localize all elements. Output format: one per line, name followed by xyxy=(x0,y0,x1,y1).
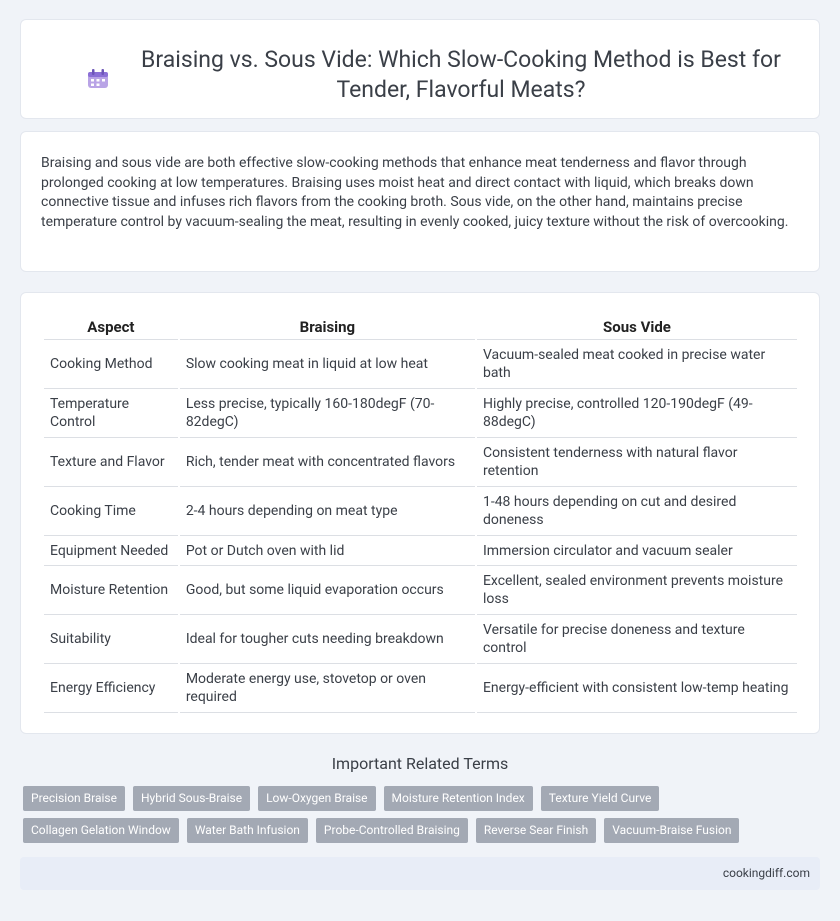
row-sous-vide: Highly precise, controlled 120-190degF (49-88degC) xyxy=(477,389,797,438)
table-header-row xyxy=(44,313,797,340)
table-row xyxy=(44,664,797,713)
row-sous-vide: 1-48 hours depending on cut and desired doneness xyxy=(477,487,797,536)
header-braising: Braising xyxy=(180,313,475,340)
table-row xyxy=(44,566,797,615)
table-row xyxy=(44,487,797,536)
row-sous-vide: Immersion circulator and vacuum sealer xyxy=(477,536,797,566)
term-tag[interactable]: Precision Braise xyxy=(23,786,125,811)
intro-card xyxy=(20,131,820,272)
comparison-table xyxy=(42,313,799,713)
row-sous-vide: Excellent, sealed environment prevents moisture loss xyxy=(477,566,797,615)
row-aspect: Energy Efficiency xyxy=(44,664,178,713)
row-braising: Slow cooking meat in liquid at low heat xyxy=(180,340,475,389)
table-row xyxy=(44,438,797,487)
page-title: Braising vs. Sous Vide: Which Slow-Cooking Method is Best for Tender, Flavorful Meats? xyxy=(141,46,781,103)
row-braising: Rich, tender meat with concentrated flavors xyxy=(180,438,475,487)
term-tag[interactable]: Hybrid Sous-Braise xyxy=(133,786,250,811)
row-braising: Pot or Dutch oven with lid xyxy=(180,536,475,566)
table-row xyxy=(44,389,797,438)
table-row xyxy=(44,536,797,566)
row-braising: 2-4 hours depending on meat type xyxy=(180,487,475,536)
term-tag[interactable]: Reverse Sear Finish xyxy=(476,818,596,843)
row-aspect: Cooking Time xyxy=(44,487,178,536)
term-tag[interactable]: Water Bath Infusion xyxy=(187,818,308,843)
term-tag[interactable]: Low-Oxygen Braise xyxy=(258,786,375,811)
row-sous-vide: Vacuum-sealed meat cooked in precise water bath xyxy=(477,340,797,389)
title-card xyxy=(20,19,820,119)
row-braising: Ideal for tougher cuts needing breakdown xyxy=(180,615,475,664)
row-aspect: Cooking Method xyxy=(44,340,178,389)
intro-paragraph: Braising and sous vide are both effective slow-cooking methods that enhance meat tenderness and flavor through prolonged cooking at low temperatures. Braising uses moist heat and direct contact with liquid, which breaks down connective tissue and infuses rich flavors from the cooking broth. Sous vide, on the other hand, maintains precise temperature control by vacuum-sealing the meat, resulting in evenly cooked, juicy texture without the risk of overcooking. xyxy=(41,155,789,230)
row-aspect: Equipment Needed xyxy=(44,536,178,566)
footer xyxy=(20,857,820,890)
related-terms-list xyxy=(23,786,823,843)
calendar-icon xyxy=(87,69,109,89)
term-tag[interactable]: Probe-Controlled Braising xyxy=(316,818,468,843)
row-braising: Less precise, typically 160-180degF (70-82degC) xyxy=(180,389,475,438)
row-sous-vide: Versatile for precise doneness and texture control xyxy=(477,615,797,664)
row-aspect: Moisture Retention xyxy=(44,566,178,615)
row-aspect: Suitability xyxy=(44,615,178,664)
row-braising: Moderate energy use, stovetop or oven required xyxy=(180,664,475,713)
related-terms-heading: Important Related Terms xyxy=(331,754,509,773)
row-sous-vide: Energy-efficient with consistent low-temp heating xyxy=(477,664,797,713)
term-tag[interactable]: Moisture Retention Index xyxy=(384,786,533,811)
term-tag[interactable]: Texture Yield Curve xyxy=(541,786,660,811)
comparison-card xyxy=(20,292,820,734)
row-braising: Good, but some liquid evaporation occurs xyxy=(180,566,475,615)
row-sous-vide: Consistent tenderness with natural flavor retention xyxy=(477,438,797,487)
table-row xyxy=(44,340,797,389)
term-tag[interactable]: Collagen Gelation Window xyxy=(23,818,179,843)
header-sous-vide: Sous Vide xyxy=(477,313,797,340)
row-aspect: Temperature Control xyxy=(44,389,178,438)
table-row xyxy=(44,615,797,664)
row-aspect: Texture and Flavor xyxy=(44,438,178,487)
header-aspect: Aspect xyxy=(44,313,178,340)
term-tag[interactable]: Vacuum-Braise Fusion xyxy=(604,818,739,843)
footer-site-link[interactable]: cookingdiff.com xyxy=(722,866,810,880)
